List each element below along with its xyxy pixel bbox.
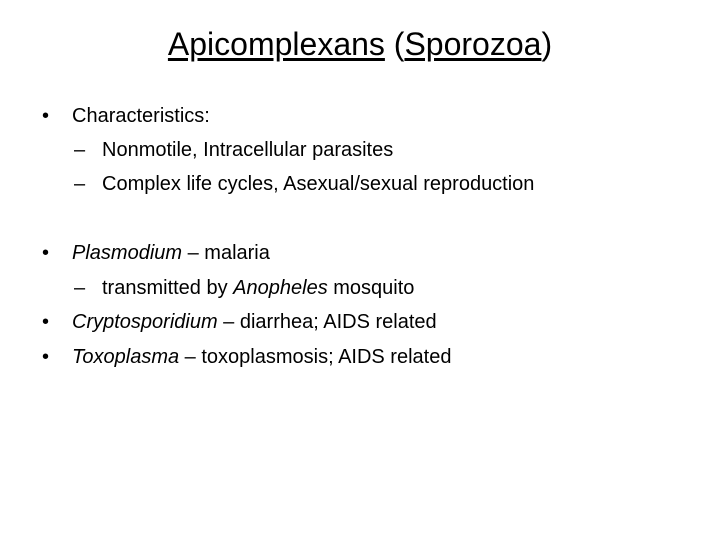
slide-title	[0, 22, 720, 66]
title-paren-close: )	[541, 26, 553, 62]
cryptosporidium-name: Cryptosporidium	[72, 311, 218, 333]
transmitted-post: mosquito	[327, 277, 415, 299]
dash-nonmotile: –	[74, 139, 86, 161]
toxoplasma-desc: – toxoplasmosis; AIDS related	[179, 346, 452, 368]
sub-item-life-cycles: Complex life cycles, Asexual/sexual reproduction	[102, 173, 535, 195]
dash-transmitted: –	[74, 277, 86, 299]
toxoplasma-name: Toxoplasma	[72, 346, 180, 368]
list-item-characteristics: Characteristics:	[72, 105, 210, 127]
list-item-toxoplasma	[72, 344, 451, 370]
list-item-cryptosporidium	[72, 309, 437, 335]
list-item-plasmodium	[72, 240, 270, 266]
plasmodium-name: Plasmodium	[72, 242, 183, 264]
title-paren-open: (	[384, 26, 405, 62]
bullet-cryptosporidium: •	[42, 311, 50, 333]
sub-item-nonmotile: Nonmotile, Intracellular parasites	[102, 139, 394, 161]
cryptosporidium-desc: – diarrhea; AIDS related	[217, 311, 437, 333]
transmitted-pre: transmitted by	[102, 277, 234, 299]
title-sporozoa: Sporozoa	[404, 26, 542, 62]
bullet-characteristics: •	[42, 105, 50, 127]
bullet-toxoplasma: •	[42, 346, 50, 368]
bullet-plasmodium: •	[42, 242, 50, 264]
sub-item-transmitted	[102, 275, 414, 301]
plasmodium-desc: – malaria	[182, 242, 270, 264]
anopheles-name: Anopheles	[233, 277, 328, 299]
dash-life-cycles: –	[74, 173, 86, 195]
title-apicomplexans: Apicomplexans	[167, 26, 385, 62]
